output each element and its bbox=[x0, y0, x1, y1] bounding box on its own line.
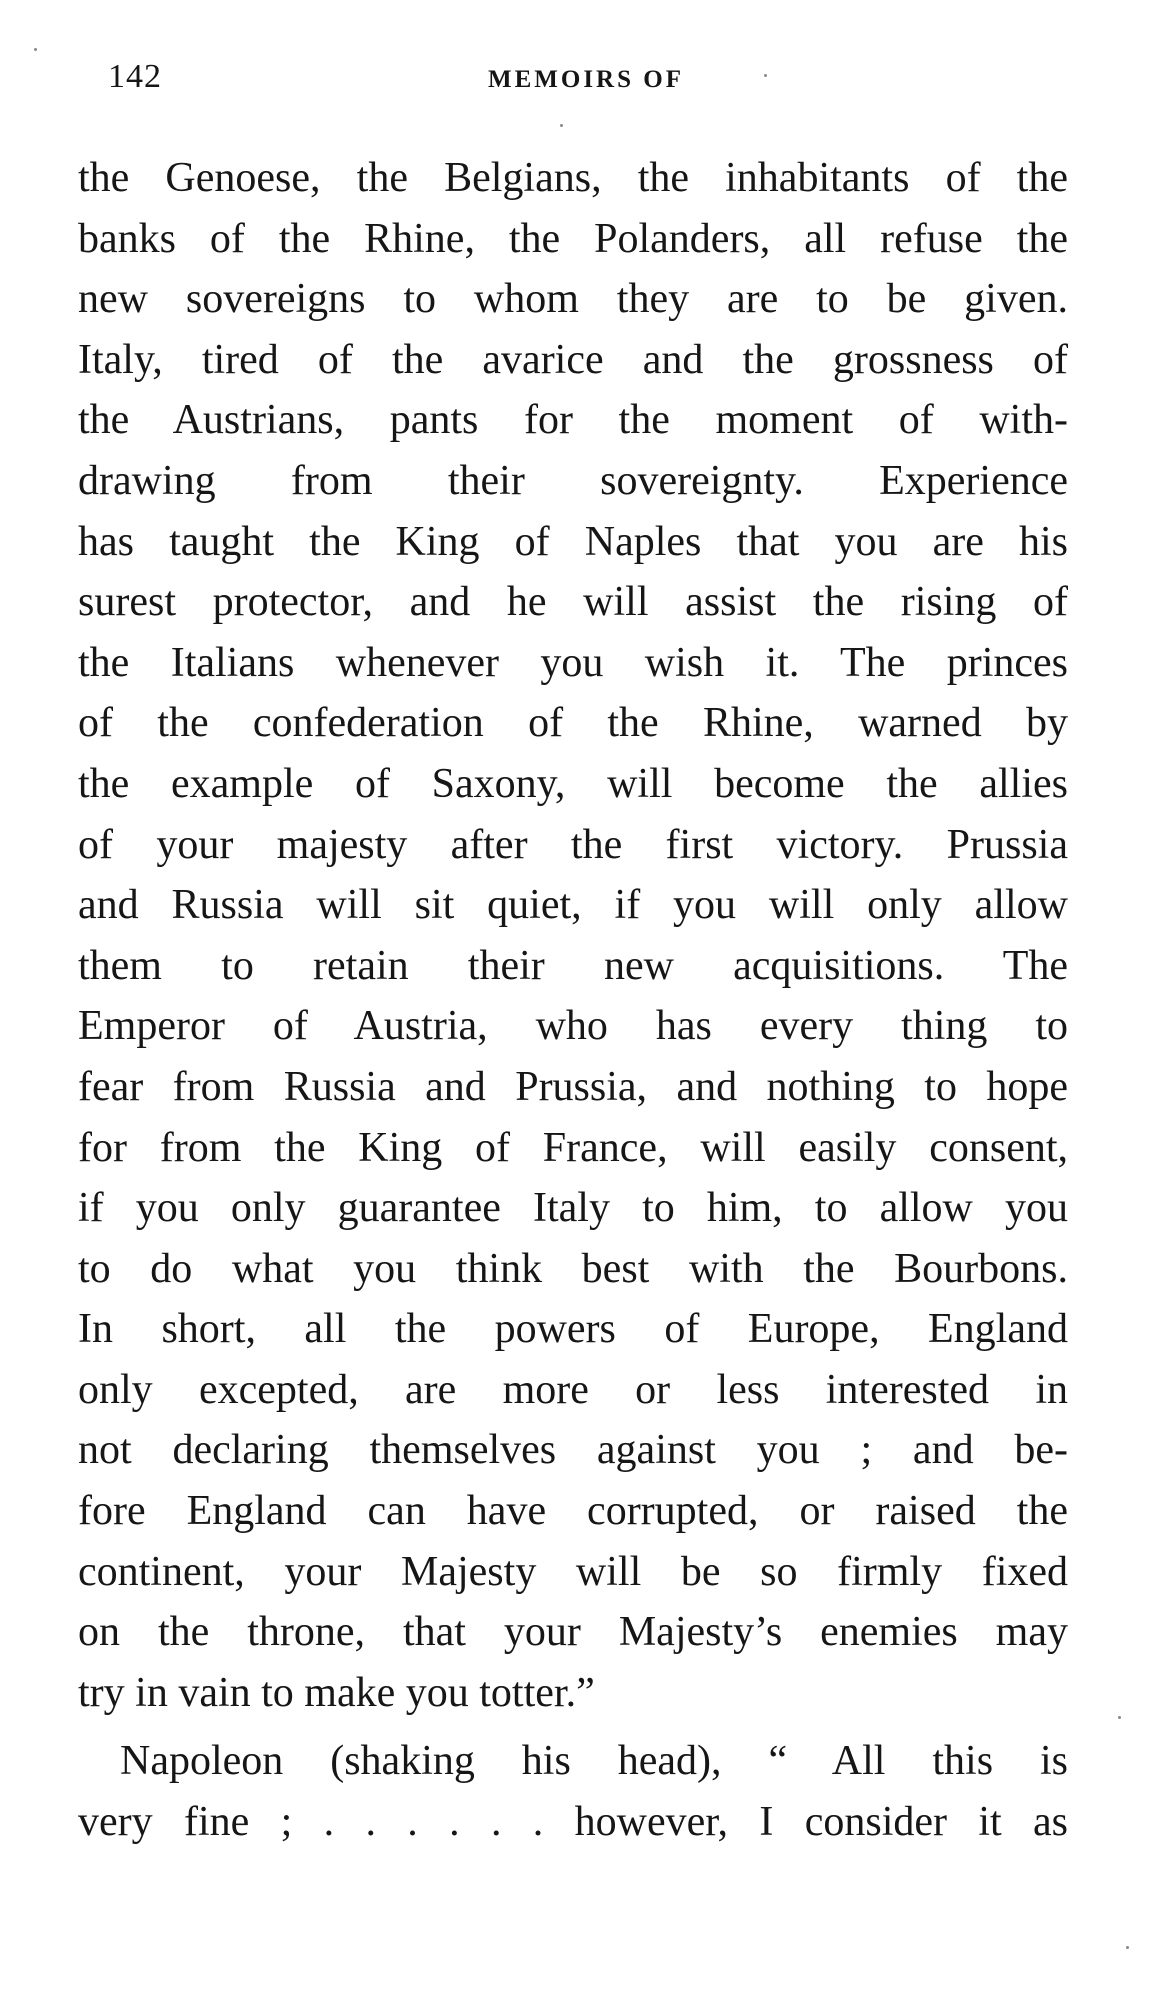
text-line: has taught the King of Naples that you are his bbox=[78, 518, 1068, 565]
paper-speck bbox=[1118, 1716, 1121, 1719]
text-line: Emperor of Austria, who has every thing to bbox=[78, 1003, 1068, 1050]
text-line: for from the King of France, will easily consent, bbox=[78, 1124, 1068, 1171]
paper-speck bbox=[764, 74, 767, 77]
text-line: if you only guarantee Italy to him, to allow you bbox=[78, 1185, 1068, 1232]
text-line: the Genoese, the Belgians, the inhabitants of the bbox=[78, 155, 1068, 201]
text-line: and Russia will sit quiet, if you will only allow bbox=[78, 882, 1068, 929]
text-line: them to retain their new acquisitions. The bbox=[78, 942, 1068, 989]
page-number: 142 bbox=[108, 58, 162, 95]
text-line: the Italians whenever you wish it. The princes bbox=[78, 639, 1068, 686]
text-line: new sovereigns to whom they are to be given. bbox=[78, 276, 1068, 323]
text-line: the Austrians, pants for the moment of with- bbox=[78, 397, 1068, 444]
text-line: on the throne, that your Majesty’s enemies may bbox=[78, 1609, 1068, 1656]
text-line: banks of the Rhine, the Polanders, all refuse the bbox=[78, 215, 1068, 262]
text-line: drawing from their sovereignty. Experience bbox=[78, 457, 1068, 504]
text-line: not declaring themselves against you ; and be- bbox=[78, 1427, 1068, 1474]
text-line: In short, all the powers of Europe, England bbox=[78, 1306, 1068, 1353]
running-head: MEMOIRS OF bbox=[488, 66, 684, 93]
text-line: surest protector, and he will assist the rising of bbox=[78, 579, 1068, 626]
text-line: Napoleon (shaking his head), “ All this is bbox=[120, 1738, 1068, 1785]
text-line: Italy, tired of the avarice and the grossness of bbox=[78, 336, 1068, 383]
paper-speck bbox=[1126, 1946, 1129, 1949]
paragraph bbox=[78, 1731, 1068, 1852]
paragraph-gap bbox=[78, 1723, 1068, 1731]
body-text bbox=[78, 148, 1068, 1853]
text-line: only excepted, are more or less interested in bbox=[78, 1366, 1068, 1413]
text-line: continent, your Majesty will be so firmly fixed bbox=[78, 1548, 1068, 1595]
text-line: of the confederation of the Rhine, warned by bbox=[78, 700, 1068, 747]
text-line: the example of Saxony, will become the allies bbox=[78, 760, 1068, 807]
text-line: fear from Russia and Prussia, and nothing to hope bbox=[78, 1063, 1068, 1110]
text-line: try in vain to make you totter.” bbox=[78, 1669, 595, 1716]
paper-speck bbox=[560, 124, 563, 127]
text-line: to do what you think best with the Bourbons. bbox=[78, 1245, 1068, 1292]
paragraph bbox=[78, 148, 1068, 1723]
text-line: very fine ; . . . . . . however, I consider it as bbox=[78, 1799, 1068, 1846]
paper-speck bbox=[34, 48, 37, 51]
text-line: fore England can have corrupted, or raised the bbox=[78, 1488, 1068, 1535]
text-line: of your majesty after the first victory. Prussia bbox=[78, 821, 1068, 868]
page-header bbox=[108, 58, 1068, 108]
